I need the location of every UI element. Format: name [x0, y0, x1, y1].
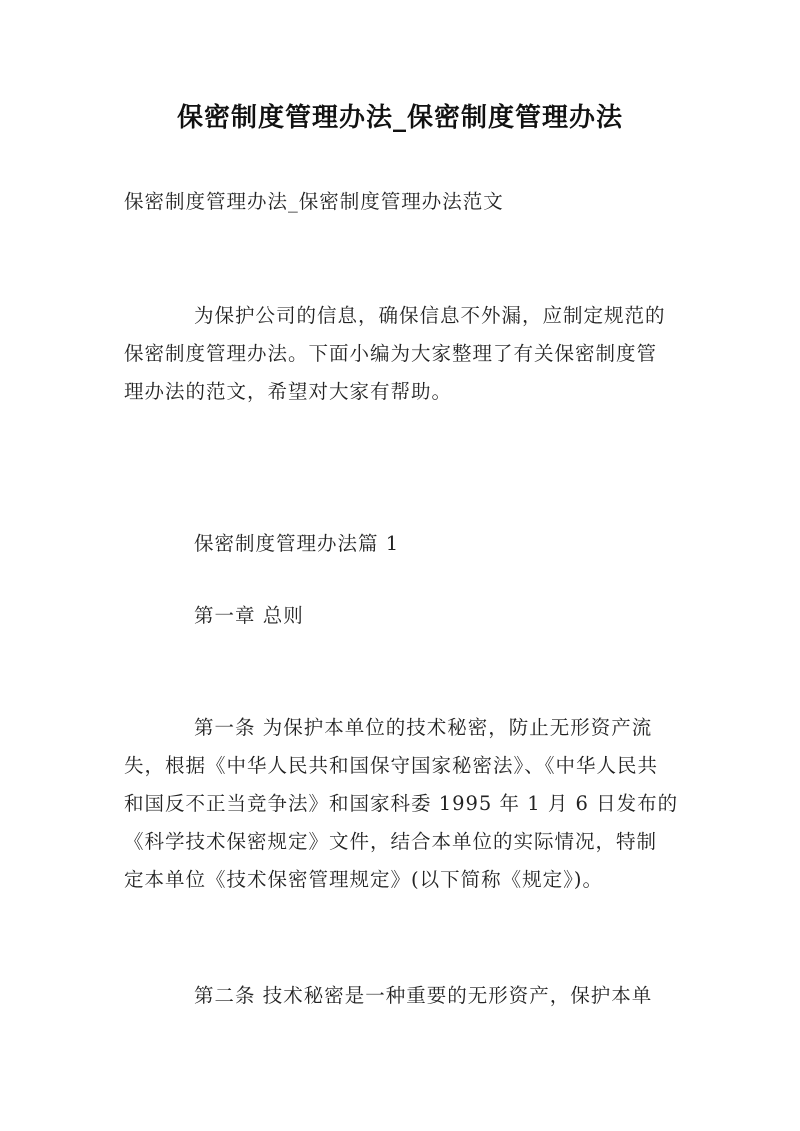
paragraph-line: 定本单位《技术保密管理规定》(以下简称《规定》)。 — [124, 868, 603, 891]
document-title: 保密制度管理办法_保密制度管理办法 — [176, 103, 623, 133]
paragraph-line: 保密制度管理办法。下面小编为大家整理了有关保密制度管 — [124, 342, 658, 365]
paragraph-line: 为保护公司的信息，确保信息不外漏，应制定规范的 — [194, 304, 666, 327]
paragraph-line: 第一条 为保护本单位的技术秘密，防止无形资产流 — [194, 716, 653, 739]
paragraph-line: 理办法的范文，希望对大家有帮助。 — [124, 380, 453, 403]
paragraph-line: 失，根据《中华人民共和国保守国家秘密法》、《中华人民共 — [124, 754, 659, 777]
document-subtitle: 保密制度管理办法_保密制度管理办法范文 — [124, 190, 504, 213]
paragraph-line: 《科学技术保密规定》文件，结合本单位的实际情况，特制 — [124, 830, 658, 853]
section-heading: 保密制度管理办法篇 1 — [194, 532, 400, 555]
paragraph-line: 和国反不正当竞争法》和国家科委 1995 年 1 月 6 日发布的 — [124, 792, 679, 815]
chapter-heading: 第一章 总则 — [194, 604, 304, 627]
paragraph-line: 第二条 技术秘密是一种重要的无形资产，保护本单 — [194, 984, 653, 1007]
